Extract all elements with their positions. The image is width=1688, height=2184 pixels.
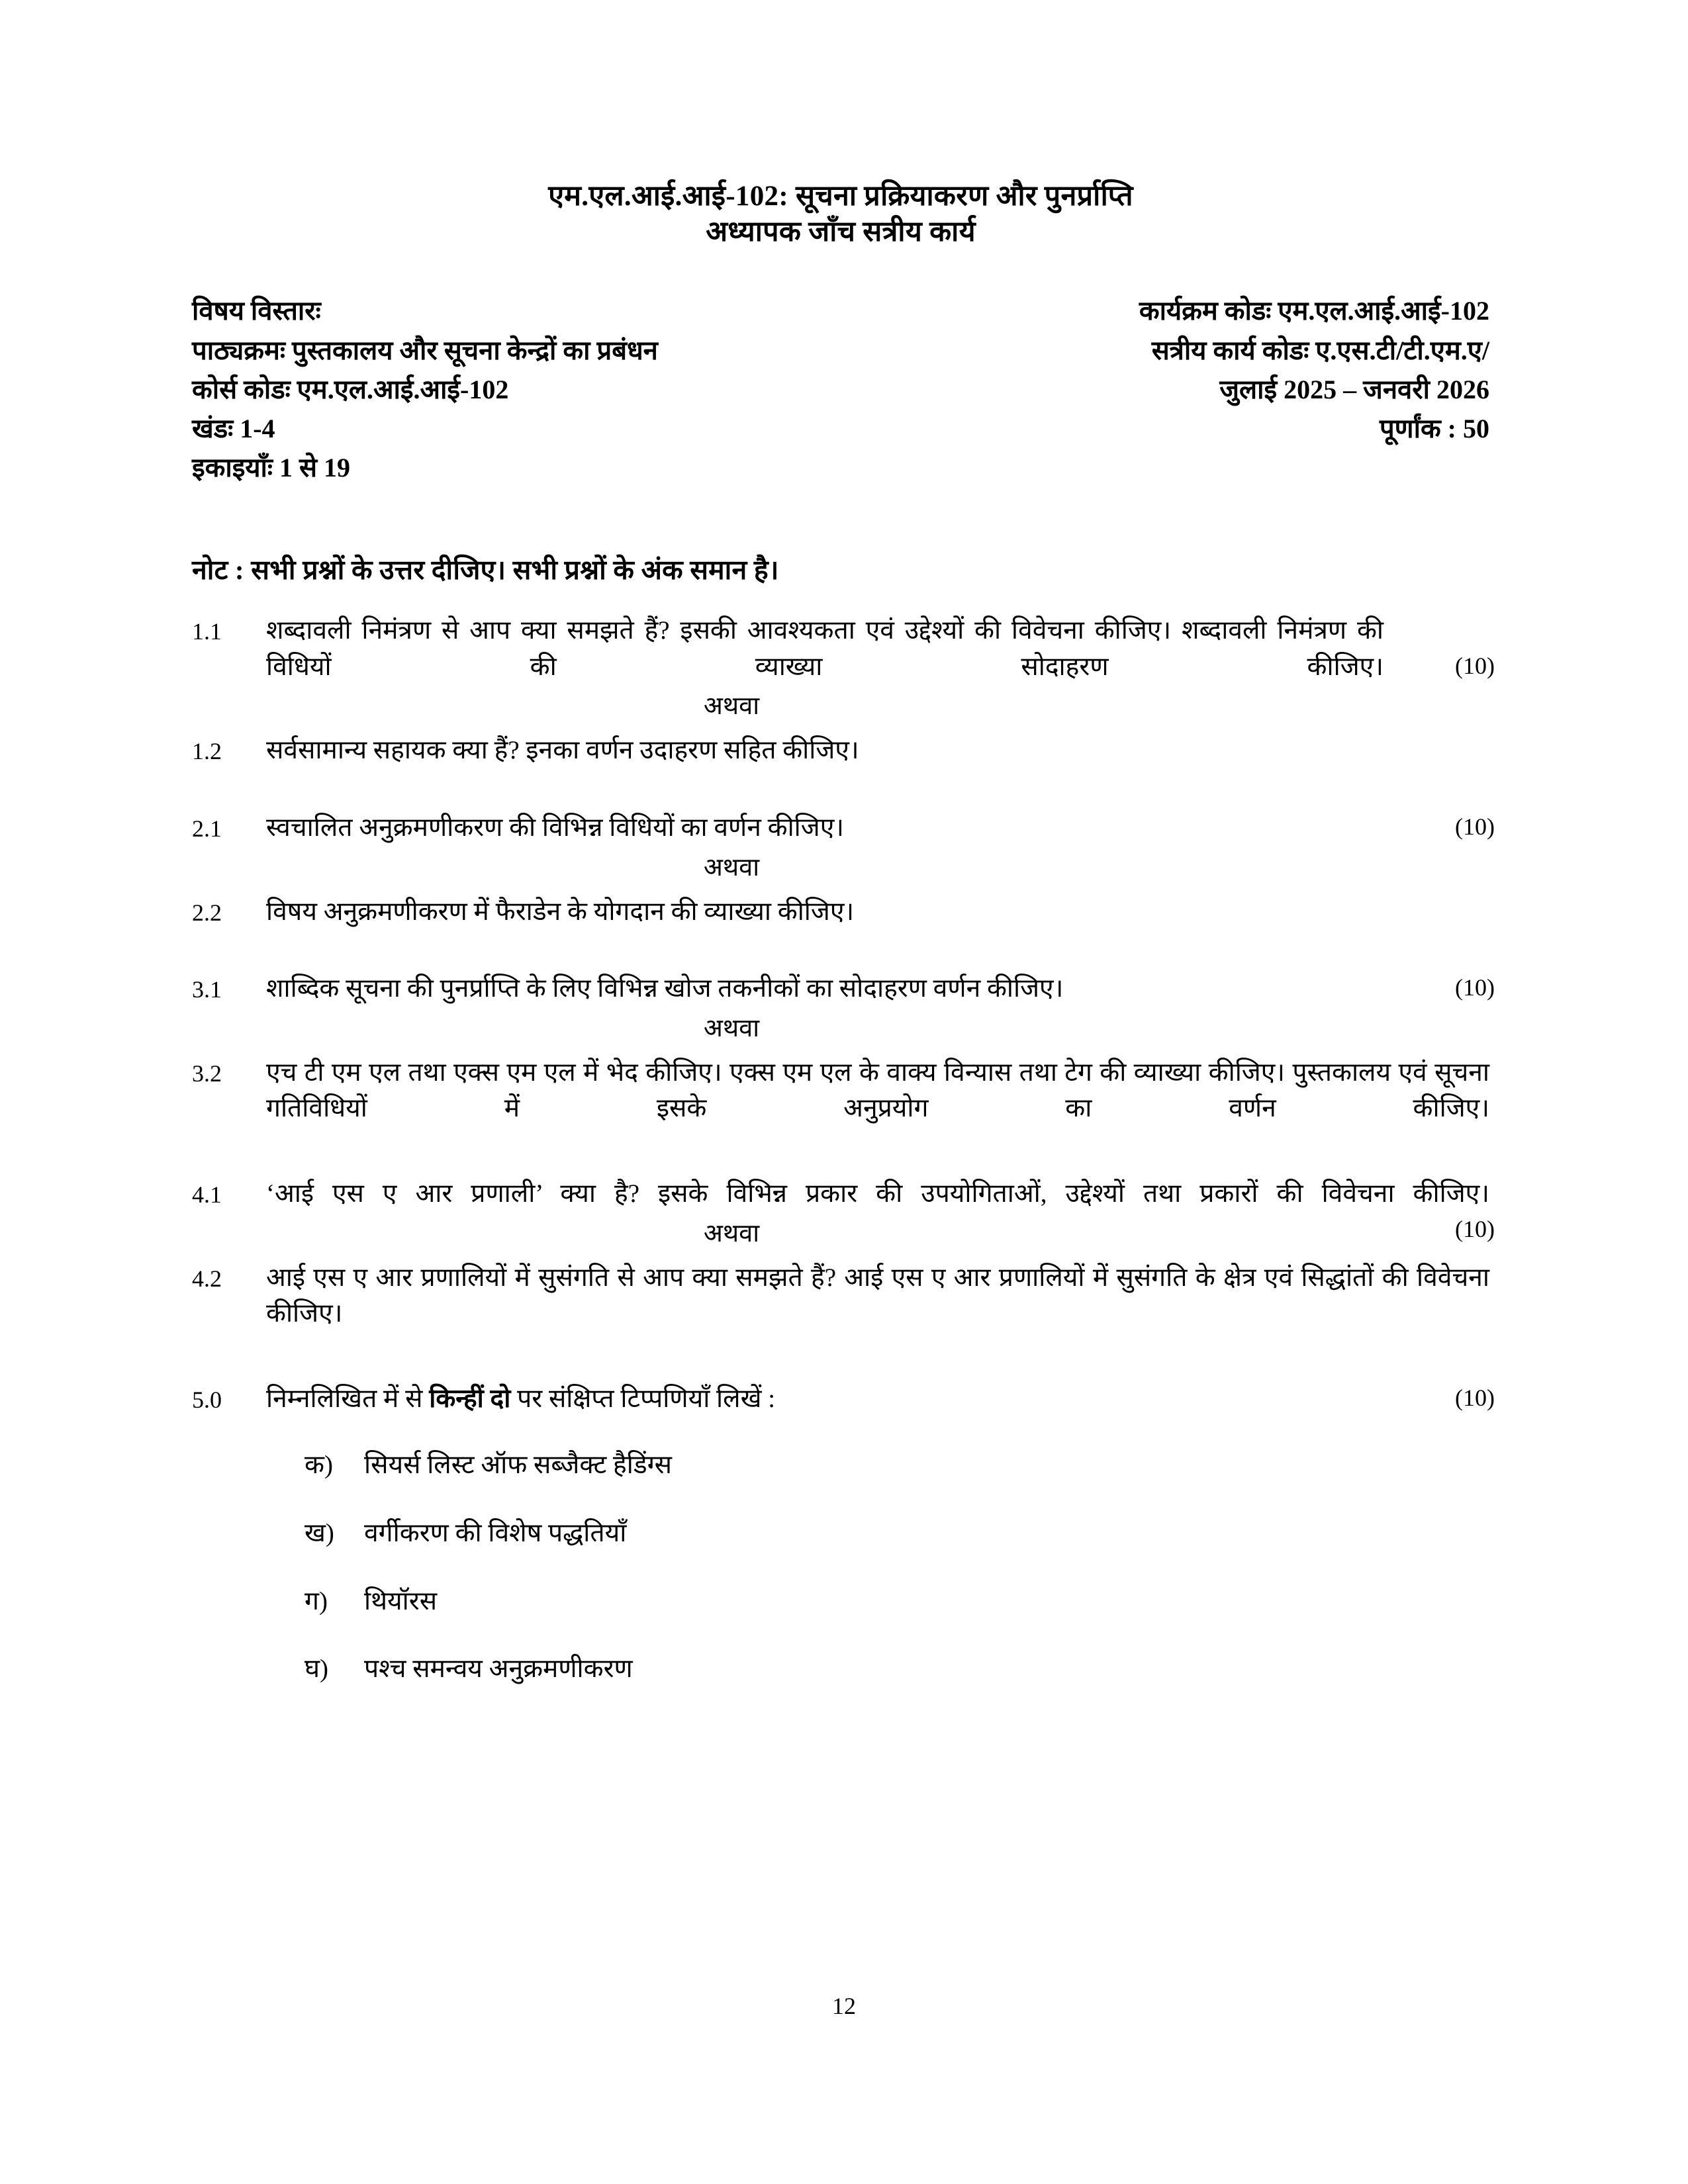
question-body xyxy=(266,810,1495,846)
assignment-code: सत्रीय कार्य कोडः ए.एस.टी/टी.एम.ए/ xyxy=(1151,335,1489,365)
header-meta-right xyxy=(894,291,1489,448)
list-item xyxy=(192,1584,1489,1620)
question-number: 2.1 xyxy=(192,815,222,842)
question-item xyxy=(192,613,1495,685)
q5-bold-phrase: किन्हीं दो xyxy=(429,1384,511,1413)
or-separator: अथवा xyxy=(703,1219,760,1248)
spacer xyxy=(192,1332,1489,1371)
question-text xyxy=(266,1381,1489,1418)
question-number: 1.1 xyxy=(192,618,222,645)
list-item xyxy=(192,1447,1489,1484)
question-marks: (10) xyxy=(1455,974,1495,1001)
header-meta-left xyxy=(192,291,973,487)
question-number: 4.2 xyxy=(192,1265,222,1292)
title-line-course: एम.एल.आई.आई-102: सूचना प्रक्रियाकरण और पुनर्प्राप्ति xyxy=(548,181,1133,212)
question-body xyxy=(266,1381,1495,1418)
subitem-text: सियर्स लिस्ट ऑफ सब्जैक्ट हैडिंग्स xyxy=(364,1451,672,1480)
programme-code: कार्यक्रम कोडः एम.एल.आई.आई-102 xyxy=(1139,296,1489,326)
question-marks: (10) xyxy=(1455,813,1495,841)
page-content xyxy=(192,179,1495,1719)
question-body xyxy=(266,894,1489,931)
question-marks: (10) xyxy=(1455,1216,1495,1243)
subject-scope-label: विषय विस्तारः xyxy=(192,296,321,326)
question-number: 3.2 xyxy=(192,1060,222,1087)
question-text: एच टी एम एल तथा एक्स एम एल में भेद कीजिए। एक्स एम एल के वाक्य विन्यास तथा टेग की व्याख्या कीजिए। पुस्तकालय एवं सूचना गतिविधियों में इसके अनुप्रयोग का वर्णन कीजिए। xyxy=(266,1058,1489,1123)
question-text: विषय अनुक्रमणीकरण में फैराडेन के योगदान की व्याख्या कीजिए। xyxy=(266,897,855,926)
spacer xyxy=(192,769,1489,799)
course-code: कोर्स कोडः एम.एल.आई.आई-102 xyxy=(192,374,509,404)
max-marks: पूर्णांक : 50 xyxy=(1379,413,1489,443)
subitem-text: वर्गीकरण की विशेष पद्धतियाँ xyxy=(364,1519,627,1547)
question-text: शाब्दिक सूचना की पुनर्प्राप्ति के लिए विभिन्न खोज तकनीकों का सोदाहरण वर्णन कीजिए। xyxy=(266,974,1064,1003)
spacer xyxy=(192,930,1489,960)
question-text: स्वचालित अनुक्रमणीकरण की विभिन्न विधियों का वर्णन कीजिए। xyxy=(266,813,845,842)
question-item xyxy=(192,894,1489,931)
subitem-label: ख) xyxy=(305,1519,334,1547)
question-text: ‘आई एस ए आर प्रणाली’ क्या है? इसके विभिन्न प्रकार की उपयोगिताओं, उद्देश्यों तथा प्रकारों की विवेचना कीजिए। xyxy=(266,1179,1489,1208)
document-title xyxy=(192,179,1489,250)
session-period: जुलाई 2025 – जनवरी 2026 xyxy=(1219,374,1489,404)
subitem-label: क) xyxy=(305,1451,333,1480)
page-number: 12 xyxy=(832,1993,856,2019)
header-meta-block xyxy=(192,291,1489,487)
question-number: 2.2 xyxy=(192,899,222,926)
question-item xyxy=(192,971,1495,1007)
question-number: 3.1 xyxy=(192,976,222,1003)
question-text: आई एस ए आर प्रणालियों में सुसंगति से आप क्या समझते हैं? आई एस ए आर प्रणालियों में सुसंगति के क्षेत्र एवं सिद्धांतों की विवेचना कीजिए। xyxy=(266,1263,1489,1328)
or-separator: अथवा xyxy=(703,1014,760,1042)
questions-list xyxy=(192,613,1495,1688)
question-body xyxy=(266,1260,1489,1332)
question-marks: (10) xyxy=(1455,1384,1495,1411)
list-item xyxy=(192,1651,1489,1688)
subitem-text: थियॉरस xyxy=(364,1586,438,1615)
spacer xyxy=(192,1127,1489,1165)
question-text: सर्वसामान्य सहायक क्या हैं? इनका वर्णन उदाहरण सहित कीजिए। xyxy=(266,736,859,765)
question-body xyxy=(266,733,1489,769)
or-separator: अथवा xyxy=(703,692,760,721)
course-title: पाठ्यक्रमः पुस्तकालय और सूचना केन्द्रों का प्रबंधन xyxy=(192,335,658,365)
question-body xyxy=(266,1055,1489,1127)
subitem-text: पश्च समन्वय अनुक्रमणीकरण xyxy=(364,1655,633,1684)
question-text: शब्दावली निमंत्रण से आप क्या समझते हैं? इसकी आवश्यकता एवं उद्देश्यों की विवेचना कीजिए। शब्दावली निमंत्रण की विधियों की व्याख्या सोदाहरण कीजिए। xyxy=(266,616,1383,681)
question-5-subitems xyxy=(192,1447,1489,1687)
question-item xyxy=(192,810,1495,846)
instructions-note: नोट : सभी प्रश्नों के उत्तर दीजिए। सभी प्रश्नों के अंक समान है। xyxy=(192,555,779,586)
list-item xyxy=(192,1516,1489,1552)
question-body xyxy=(266,613,1495,685)
question-body xyxy=(266,971,1495,1007)
title-line-assignment: अध्यापक जाँच सत्रीय कार्य xyxy=(706,216,976,248)
subitem-label: घ) xyxy=(305,1655,329,1684)
or-separator: अथवा xyxy=(703,853,760,882)
units-range: इकाइयाँः 1 से 19 xyxy=(192,453,351,483)
subitem-label: ग) xyxy=(305,1586,328,1615)
q5-text-after: पर संक्षिप्त टिप्पणियाँ लिखें : xyxy=(510,1384,776,1413)
block-range: खंडः 1-4 xyxy=(192,413,275,443)
question-item xyxy=(192,1381,1495,1418)
question-marks: (10) xyxy=(1455,653,1495,680)
question-item xyxy=(192,1260,1489,1332)
question-number: 1.2 xyxy=(192,738,222,765)
question-item xyxy=(192,1055,1489,1127)
question-item xyxy=(192,733,1489,769)
question-number: 4.1 xyxy=(192,1181,222,1208)
q5-text-before: निम्नलिखित में से xyxy=(266,1384,430,1413)
question-number: 5.0 xyxy=(192,1386,222,1413)
